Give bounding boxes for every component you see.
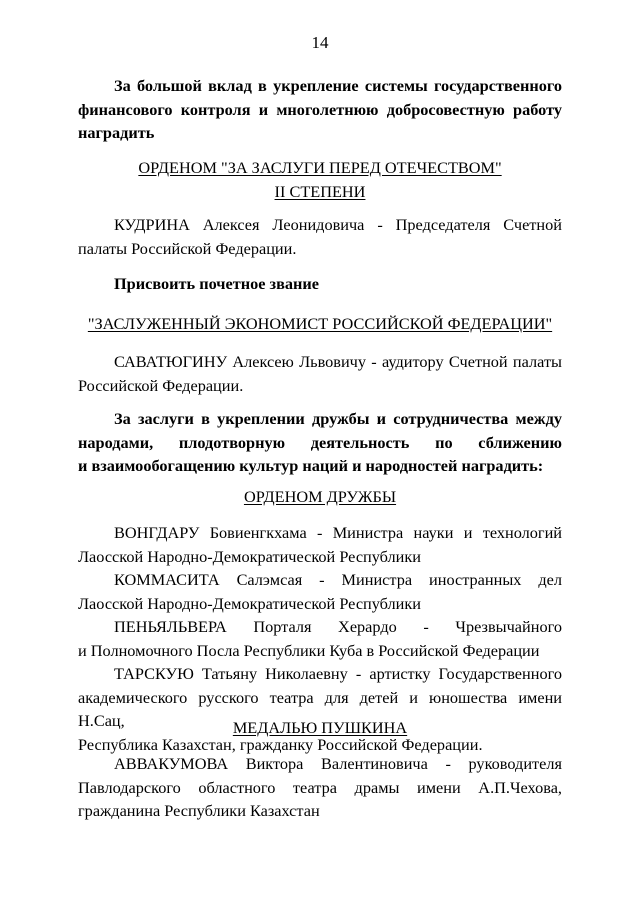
order-friendship: ОРДЕНОМ ДРУЖБЫ bbox=[243, 487, 397, 506]
kudrin-line-1: КУДРИНА Алексея Леонидовича - Председателя Счетной bbox=[114, 215, 562, 234]
page-number: 14 bbox=[311, 33, 329, 52]
tarskaya-line-3: Республика Казахстан, гражданку Российской Федерации. bbox=[78, 734, 483, 754]
intro-3-line-3: и взаимообогащению культур наций и народностей наградить: bbox=[78, 456, 544, 475]
kommasith-line-2: Лаосской Народно-Демократической Республики bbox=[78, 593, 422, 613]
savatyugin-line-1: САВАТЮГИНУ Алексею Львовичу - аудитору Счетной палаты bbox=[114, 352, 562, 371]
intro-1-line-2: финансового контроля и многолетнюю добросовестную работу bbox=[78, 99, 562, 119]
intro-paragraph-3 bbox=[78, 407, 562, 478]
avvakumov-line-1: АВВАКУМОВА Виктора Валентиновича - руководителя bbox=[114, 754, 562, 773]
medal-pushkin: МЕДАЛЬЮ ПУШКИНА bbox=[232, 718, 408, 737]
title-economist: "ЗАСЛУЖЕННЫЙ ЭКОНОМИСТ РОССИЙСКОЙ ФЕДЕРАЦИИ" bbox=[87, 314, 553, 333]
vongdara-line-1: ВОНГДАРУ Бовиенгкхама - Министра науки и технологий bbox=[114, 523, 562, 542]
award-heading-order-merit bbox=[78, 156, 562, 203]
document-page bbox=[78, 0, 562, 905]
order-merit-line-1: ОРДЕНОМ "ЗА ЗАСЛУГИ ПЕРЕД ОТЕЧЕСТВОМ" bbox=[138, 158, 502, 177]
kommasith-line-1: КОММАСИТА Салэмсая - Министра иностранных дел bbox=[114, 570, 562, 589]
kudrin-line-2: палаты Российской Федерации. bbox=[78, 238, 297, 258]
intro-paragraph-2: Присвоить почетное звание bbox=[114, 274, 319, 293]
honorary-title-heading bbox=[78, 312, 562, 336]
vongdara-line-2: Лаосской Народно-Демократической Республики bbox=[78, 546, 422, 566]
tarskaya-line-2: академического русского театра для детей и юношества имени Н.Сац, bbox=[78, 687, 562, 730]
avvakumov-line-2: Павлодарского областного театра драмы имени А.П.Чехова, bbox=[78, 777, 562, 797]
intro-3-line-1: За заслуги в укреплении дружбы и сотрудничества между bbox=[114, 409, 562, 428]
penalver-line-1: ПЕНЬЯЛЬВЕРА Порталя Херардо - Чрезвычайного bbox=[114, 617, 562, 636]
intro-1-line-1: За большой вклад в укрепление системы государственного bbox=[114, 76, 562, 95]
awardee-savatyugin bbox=[78, 350, 562, 397]
avvakumov-line-3: гражданина Республики Казахстан bbox=[78, 801, 320, 820]
savatyugin-line-2: Российской Федерации. bbox=[78, 375, 244, 395]
award-heading-order-friendship bbox=[78, 485, 562, 509]
order-merit-line-2: II СТЕПЕНИ bbox=[274, 181, 366, 201]
award-heading-medal-pushkin bbox=[78, 716, 562, 740]
tarskaya-line-1: ТАРСКУЮ Татьяну Николаевну - артистку Государственного bbox=[114, 664, 562, 683]
penalver-line-2: и Полномочного Посла Республики Куба в Российской Федерации bbox=[78, 640, 540, 660]
awardee-avvakumov bbox=[78, 752, 562, 823]
intro-1-line-3: наградить bbox=[78, 123, 155, 142]
intro-3-line-2: народами, плодотворную деятельность по сближению bbox=[78, 432, 562, 452]
awardee-kudrin bbox=[78, 213, 562, 260]
intro-paragraph-1 bbox=[78, 74, 562, 145]
